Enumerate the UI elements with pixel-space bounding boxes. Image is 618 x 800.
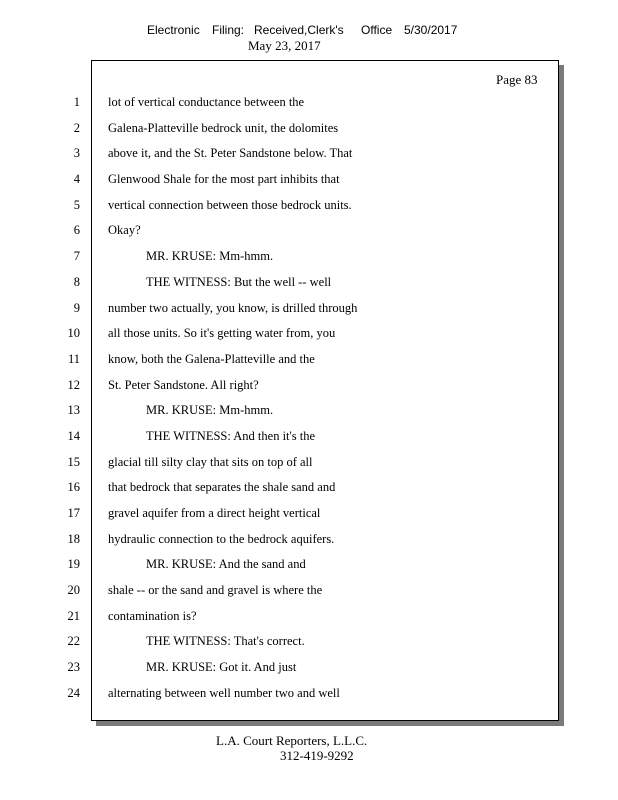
transcript-line	[0, 555, 618, 581]
line-text: contamination is?	[108, 608, 197, 623]
transcript-line	[0, 607, 618, 633]
transcript-line	[0, 144, 618, 170]
line-text: MR. KRUSE: Mm-hmm.	[146, 249, 274, 264]
stamp-electronic: Electronic	[147, 23, 200, 37]
line-text: that bedrock that separates the shale sand and	[108, 480, 336, 495]
line-text: alternating between well number two and well	[108, 685, 340, 700]
line-text: shale -- or the sand and gravel is where the	[108, 583, 323, 598]
transcript-line	[0, 299, 618, 325]
line-text: THE WITNESS: That's correct.	[146, 634, 305, 649]
line-number: 9	[73, 300, 80, 315]
line-number: 24	[67, 685, 80, 700]
line-number: 22	[67, 634, 80, 649]
line-text: lot of vertical conductance between the	[108, 95, 305, 109]
transcript-line	[0, 93, 618, 119]
transcript-line	[0, 504, 618, 530]
line-number: 7	[73, 249, 80, 264]
line-text: gravel aquifer from a direct height vertical	[108, 506, 321, 520]
transcript-line	[0, 273, 618, 299]
transcript-line	[0, 119, 618, 145]
line-number: 10	[67, 326, 80, 341]
transcript-line	[0, 247, 618, 273]
line-text: hydraulic connection to the bedrock aquifers.	[108, 531, 335, 546]
line-number: 16	[67, 480, 80, 495]
line-number: 2	[73, 120, 80, 135]
line-number: 21	[67, 608, 80, 623]
line-text: THE WITNESS: And then it's the	[146, 428, 316, 443]
transcript-line	[0, 350, 618, 376]
reporter-company: L.A. Court Reporters, L.L.C.	[216, 733, 368, 748]
line-text: Okay?	[108, 223, 141, 238]
line-number: 1	[73, 95, 80, 109]
line-number: 12	[67, 377, 80, 392]
transcript-line	[0, 632, 618, 658]
transcript-date: May 23, 2017	[248, 38, 321, 53]
line-number: 20	[67, 583, 80, 598]
line-text: all those units. So it's getting water from, you	[108, 326, 336, 341]
line-number: 19	[67, 557, 80, 572]
transcript-line	[0, 453, 618, 479]
stamp-filing: Filing:	[212, 23, 245, 37]
line-number: 5	[73, 197, 80, 212]
stamp-office: Office	[361, 23, 393, 37]
line-text: MR. KRUSE: Got it. And just	[146, 660, 297, 675]
transcript-line	[0, 196, 618, 222]
line-text: THE WITNESS: But the well -- well	[146, 274, 332, 289]
stamp-filed-date: 5/30/2017	[404, 23, 458, 37]
transcript-line	[0, 427, 618, 453]
line-number: 13	[67, 403, 80, 418]
transcript-lines	[0, 93, 618, 710]
page-number: Page 83	[496, 72, 538, 87]
transcript-line	[0, 170, 618, 196]
line-text: number two actually, you know, is drilled through	[108, 300, 358, 315]
line-text: above it, and the St. Peter Sandstone below. That	[108, 146, 353, 161]
line-text: know, both the Galena-Platteville and the	[108, 351, 315, 366]
stamp-received: Received,Clerk's	[254, 23, 344, 37]
transcript-line	[0, 684, 618, 710]
line-text: glacial till silty clay that sits on top of all	[108, 454, 313, 469]
line-number: 6	[73, 223, 80, 238]
line-text: Glenwood Shale for the most part inhibits that	[108, 172, 340, 187]
line-number: 11	[67, 351, 80, 366]
transcript-line	[0, 581, 618, 607]
line-text: MR. KRUSE: And the sand and	[146, 557, 306, 572]
transcript-line	[0, 221, 618, 247]
line-number: 3	[73, 146, 80, 161]
transcript-line	[0, 658, 618, 684]
line-number: 17	[67, 506, 80, 520]
line-text: vertical connection between those bedrock units.	[108, 197, 352, 212]
line-number: 14	[67, 428, 80, 443]
line-text: St. Peter Sandstone. All right?	[108, 377, 259, 392]
transcript-line	[0, 376, 618, 402]
transcript-line	[0, 478, 618, 504]
reporter-phone: 312-419-9292	[280, 748, 354, 763]
line-text: MR. KRUSE: Mm-hmm.	[146, 403, 274, 418]
transcript-line	[0, 401, 618, 427]
line-number: 18	[67, 531, 80, 546]
line-number: 15	[67, 454, 80, 469]
transcript-line	[0, 324, 618, 350]
transcript-line	[0, 530, 618, 556]
line-number: 8	[73, 274, 80, 289]
filing-stamp	[0, 22, 618, 38]
line-number: 4	[73, 172, 80, 187]
line-text: Galena-Platteville bedrock unit, the dolomites	[108, 120, 339, 135]
line-number: 23	[67, 660, 80, 675]
